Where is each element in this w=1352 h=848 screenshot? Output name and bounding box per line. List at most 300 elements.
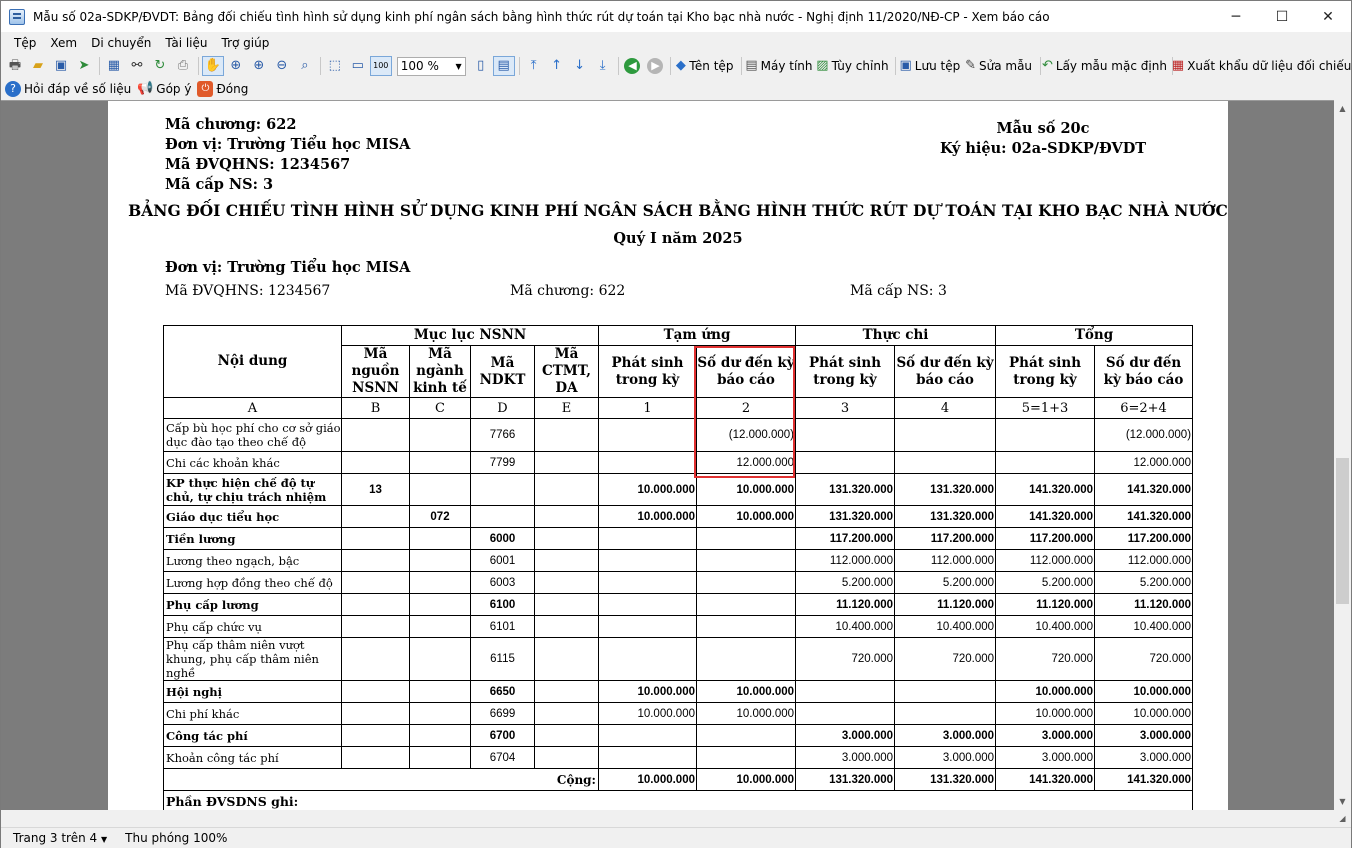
- cell-amount: 131.320.000: [895, 506, 996, 528]
- cell-amount: [599, 572, 697, 594]
- main-toolbar: [1, 54, 1351, 78]
- cell-amount: 10.400.000: [796, 616, 895, 638]
- cell-amount: [895, 452, 996, 474]
- cell-amount: 3.000.000: [996, 725, 1095, 747]
- prev-page-button[interactable]: [546, 56, 568, 76]
- scroll-thumb[interactable]: [1336, 458, 1349, 604]
- fit-width-button[interactable]: [347, 56, 369, 76]
- close-report-button[interactable]: [196, 79, 252, 99]
- table-row: [164, 594, 1193, 616]
- cell-amount: [599, 528, 697, 550]
- feedback-button[interactable]: [136, 79, 195, 99]
- magnifier-icon: ⌕: [301, 58, 309, 73]
- status-bar: [1, 827, 1351, 848]
- cell-amount: 5.200.000: [895, 572, 996, 594]
- cell-amount: 11.120.000: [1095, 594, 1193, 616]
- print-button[interactable]: [4, 56, 26, 76]
- arrow-up-icon: ↑: [551, 58, 563, 73]
- cell-amount: 10.000.000: [697, 506, 796, 528]
- info-ma-dvqhns: Mã ĐVQHNS: 1234567: [165, 283, 331, 299]
- col-ma-ndkt: Mã NDKT: [471, 346, 535, 398]
- cell-noi-dung: Giáo dục tiểu học: [164, 506, 342, 528]
- table-icon: ▦: [107, 58, 121, 73]
- calculator-icon: ▤: [745, 58, 758, 73]
- close-window-button[interactable]: ✕: [1322, 8, 1334, 25]
- cell-amount: [996, 419, 1095, 452]
- col-tam-ung: Tạm ứng: [599, 326, 796, 346]
- cell-amount: [599, 747, 697, 769]
- export-icon: ➤: [78, 58, 90, 73]
- faq-button[interactable]: [4, 79, 135, 99]
- cell-amount: [697, 747, 796, 769]
- cell-amount: 10.000.000: [599, 703, 697, 725]
- col-thuc-chi: Thực chi: [796, 326, 996, 346]
- report-viewport[interactable]: [1, 100, 1334, 810]
- menu-view[interactable]: Xem: [50, 36, 78, 50]
- cell-amount: [599, 725, 697, 747]
- zoom-out-button[interactable]: [271, 56, 293, 76]
- back-icon: ◀: [624, 58, 640, 74]
- total-row: [164, 769, 1193, 791]
- cell-ma-ndkt: 6001: [471, 550, 535, 572]
- col-thuc-chi-so-du: Số dư đến kỳ báo cáo: [895, 346, 996, 398]
- cell-ma-ndkt: 6699: [471, 703, 535, 725]
- zoom-in-button[interactable]: [225, 56, 247, 76]
- cell-amount: [796, 703, 895, 725]
- fit-page-icon: ⬚: [328, 58, 341, 73]
- multi-page-button[interactable]: [493, 56, 515, 76]
- maximize-button[interactable]: ☐: [1275, 8, 1289, 25]
- cell-ma-ctmt: [535, 725, 599, 747]
- table-row: [164, 638, 1193, 681]
- toolbar-separator: [198, 57, 199, 75]
- cell-amount: [697, 725, 796, 747]
- cell-noi-dung: Cấp bù học phí cho cơ sở giáo dục đào tạo theo chế độ: [164, 419, 342, 452]
- cell-amount: 3.000.000: [996, 747, 1095, 769]
- cell-ma-ndkt: 6000: [471, 528, 535, 550]
- cell-amount: 12.000.000: [1095, 452, 1193, 474]
- vertical-scrollbar[interactable]: [1334, 100, 1351, 827]
- cell-ma-nguon: [342, 452, 410, 474]
- cell-ma-nganh: [410, 572, 471, 594]
- info-icon: ◆: [675, 58, 686, 73]
- info-ma-cap: Mã cấp NS: 3: [850, 283, 947, 299]
- window-title: Mẫu số 02a-SDKP/ĐVDT: Bảng đối chiếu tình hình sử dụng kinh phí ngân sách bằng hình thức rút dự toán tại Kho bạc nhà nước - Nghị định 11/2020/NĐ-CP - Xem báo cáo: [33, 9, 1050, 24]
- cell-amount: 10.000.000: [996, 681, 1095, 703]
- cell-amount: 117.200.000: [895, 528, 996, 550]
- col-index: 4: [895, 398, 996, 419]
- total-cell: 10.000.000: [697, 769, 796, 791]
- cell-amount: 10.000.000: [599, 474, 697, 506]
- cell-ma-nganh: 072: [410, 506, 471, 528]
- cell-ma-nganh: [410, 703, 471, 725]
- cell-amount: 112.000.000: [1095, 550, 1193, 572]
- cell-amount: 10.000.000: [599, 506, 697, 528]
- edit-template-button[interactable]: [964, 56, 1035, 76]
- cell-amount: [697, 550, 796, 572]
- report-unit: Đơn vị: Trường Tiểu học MISA: [165, 259, 411, 276]
- fit-width-icon: ▭: [351, 58, 364, 73]
- cell-ma-ndkt: [471, 506, 535, 528]
- zoom-out-icon: ⊖: [276, 58, 288, 73]
- cell-ma-ctmt: [535, 594, 599, 616]
- cell-amount: [796, 452, 895, 474]
- cell-ma-ndkt: 6101: [471, 616, 535, 638]
- report-title: BẢNG ĐỐI CHIẾU TÌNH HÌNH SỬ DỤNG KINH PHÍ NGÂN SÁCH BẰNG HÌNH THỨC RÚT DỰ TOÁN TẠI KHO BẠC NHÀ NƯỚC: [128, 201, 1228, 220]
- export-data-icon: ▦: [1171, 58, 1185, 73]
- cell-ma-ndkt: 6650: [471, 681, 535, 703]
- table-row: [164, 703, 1193, 725]
- cell-ma-ndkt: 6704: [471, 747, 535, 769]
- cell-amount: 3.000.000: [796, 725, 895, 747]
- total-cell: 10.000.000: [599, 769, 697, 791]
- col-index: 2: [697, 398, 796, 419]
- power-icon: ⏻: [197, 81, 213, 97]
- table-row: [164, 474, 1193, 506]
- cell-ma-nguon: [342, 616, 410, 638]
- col-tong-so-du: Số dư đến kỳ báo cáo: [1095, 346, 1193, 398]
- total-cell: 131.320.000: [796, 769, 895, 791]
- cell-amount: [599, 616, 697, 638]
- cell-ma-ctmt: [535, 703, 599, 725]
- toolbar-separator: [741, 57, 742, 75]
- cell-ma-nguon: [342, 725, 410, 747]
- table-row: [164, 506, 1193, 528]
- cell-amount: 112.000.000: [895, 550, 996, 572]
- edit-icon: ✎: [965, 58, 976, 73]
- cell-amount: 117.200.000: [996, 528, 1095, 550]
- col-noi-dung: Nội dung: [164, 326, 342, 398]
- table-body: [164, 419, 1193, 769]
- cell-amount: 10.000.000: [996, 703, 1095, 725]
- cell-amount: 10.000.000: [697, 703, 796, 725]
- cell-noi-dung: Phụ cấp chức vụ: [164, 616, 342, 638]
- zoom-in-2-button[interactable]: [248, 56, 270, 76]
- next-page-button[interactable]: [569, 56, 591, 76]
- minimize-button[interactable]: ─: [1231, 8, 1241, 25]
- cell-noi-dung: Khoản công tác phí: [164, 747, 342, 769]
- cell-ma-ctmt: [535, 528, 599, 550]
- arrow-down-icon: ↓: [574, 58, 586, 73]
- floppy-icon: ▣: [54, 58, 68, 73]
- cell-ma-nganh: [410, 528, 471, 550]
- cell-amount: 10.000.000: [697, 474, 796, 506]
- col-tong-phat-sinh: Phát sinh trong kỳ: [996, 346, 1095, 398]
- hand-icon: ✋: [204, 58, 221, 73]
- default-template-label: Lấy mẫu mặc định: [1055, 59, 1167, 73]
- col-index: 1: [599, 398, 697, 419]
- cell-noi-dung: Hội nghị: [164, 681, 342, 703]
- cell-amount: [796, 681, 895, 703]
- cell-ma-ctmt: [535, 419, 599, 452]
- first-page-button[interactable]: [523, 56, 545, 76]
- cell-amount: [599, 550, 697, 572]
- cell-ma-ctmt: [535, 452, 599, 474]
- toolbar-separator: [670, 57, 671, 75]
- header-ma-chuong: Mã chương: 622: [165, 116, 297, 133]
- header-ma-cap: Mã cấp NS: 3: [165, 176, 274, 193]
- cell-amount: 720.000: [796, 638, 895, 681]
- menu-document[interactable]: Tài liệu: [165, 36, 208, 50]
- cell-amount: [895, 703, 996, 725]
- table-row: [164, 550, 1193, 572]
- undo-icon: ↶: [1041, 58, 1053, 73]
- cell-ma-ndkt: 6700: [471, 725, 535, 747]
- cell-amount: 3.000.000: [895, 747, 996, 769]
- menu-file[interactable]: Tệp: [14, 36, 37, 50]
- cell-amount: 720.000: [1095, 638, 1193, 681]
- forward-icon: ▶: [647, 58, 663, 74]
- toolbar-separator: [99, 57, 100, 75]
- find-button[interactable]: [126, 56, 148, 76]
- cell-amount: 131.320.000: [796, 474, 895, 506]
- col-index: E: [535, 398, 599, 419]
- cell-amount: 3.000.000: [796, 747, 895, 769]
- edit-template-label: Sửa mẫu: [978, 59, 1033, 73]
- close-report-label: Đóng: [216, 82, 249, 96]
- printer-icon: 🖶: [8, 58, 22, 73]
- table-row: [164, 747, 1193, 769]
- cell-ma-ctmt: [535, 506, 599, 528]
- table-row: [164, 528, 1193, 550]
- zoom-area-button[interactable]: [294, 56, 316, 76]
- cell-ma-ctmt: [535, 572, 599, 594]
- cell-noi-dung: Chi phí khác: [164, 703, 342, 725]
- refresh-button[interactable]: [149, 56, 171, 76]
- preview-button[interactable]: [172, 56, 194, 76]
- menu-bar: [1, 32, 1351, 54]
- cell-amount: 11.120.000: [796, 594, 895, 616]
- total-cell: 131.320.000: [895, 769, 996, 791]
- cell-ma-nguon: [342, 594, 410, 616]
- toolbar-separator: [320, 57, 321, 75]
- cell-amount: 10.400.000: [1095, 616, 1193, 638]
- cell-ma-nguon: [342, 572, 410, 594]
- cell-ma-ndkt: 6115: [471, 638, 535, 681]
- cell-ma-ndkt: 7766: [471, 419, 535, 452]
- chevron-down-icon: ▼: [100, 835, 108, 844]
- scroll-up-icon[interactable]: ▲: [1339, 104, 1346, 113]
- cell-amount: 117.200.000: [796, 528, 895, 550]
- customize-icon: ▨: [816, 58, 829, 73]
- file-name-label: Tên tệp: [689, 59, 734, 73]
- cell-amount: [895, 681, 996, 703]
- info-ma-chuong: Mã chương: 622: [510, 283, 626, 299]
- customize-button[interactable]: [817, 56, 892, 76]
- hand-tool-button[interactable]: [202, 56, 224, 76]
- col-index: 3: [796, 398, 895, 419]
- cell-ma-ndkt: 6003: [471, 572, 535, 594]
- cell-amount: 141.320.000: [996, 474, 1095, 506]
- cell-ma-ctmt: [535, 550, 599, 572]
- cell-ma-nguon: [342, 747, 410, 769]
- calculator-button[interactable]: [745, 56, 815, 76]
- total-cell: 141.320.000: [1095, 769, 1193, 791]
- save-file-button[interactable]: [899, 56, 963, 76]
- cell-ma-ndkt: 6100: [471, 594, 535, 616]
- cell-amount: [697, 528, 796, 550]
- total-label: Cộng:: [164, 769, 599, 791]
- cell-ma-ctmt: [535, 638, 599, 681]
- export-data-button[interactable]: [1171, 56, 1352, 76]
- cell-amount: 117.200.000: [1095, 528, 1193, 550]
- col-tong: Tổng: [996, 326, 1193, 346]
- page-indicator[interactable]: [13, 831, 107, 845]
- feedback-label: Góp ý: [156, 82, 192, 96]
- single-page-button[interactable]: [470, 56, 492, 76]
- save-button[interactable]: [50, 56, 72, 76]
- cell-ma-nganh: [410, 747, 471, 769]
- actual-size-button[interactable]: [370, 56, 392, 76]
- cell-ma-nguon: [342, 419, 410, 452]
- cell-amount: 5.200.000: [996, 572, 1095, 594]
- single-page-icon: ▯: [477, 58, 485, 73]
- back-button[interactable]: [621, 56, 643, 76]
- scroll-corner-icon: ◢: [1339, 814, 1346, 823]
- cell-amount: 141.320.000: [1095, 506, 1193, 528]
- toolbar-separator: [618, 57, 619, 75]
- last-page-button[interactable]: [592, 56, 614, 76]
- cell-amount: 5.200.000: [796, 572, 895, 594]
- form-symbol: Ký hiệu: 02a-SDKP/ĐVDT: [939, 140, 1147, 157]
- cell-noi-dung: Công tác phí: [164, 725, 342, 747]
- arrow-first-icon: ⤒: [530, 58, 537, 73]
- save-file-label: Lưu tệp: [914, 59, 961, 73]
- cell-ma-nguon: [342, 550, 410, 572]
- cell-ma-nguon: [342, 506, 410, 528]
- cell-amount: 3.000.000: [1095, 747, 1193, 769]
- megaphone-icon: 📢: [137, 81, 154, 96]
- table-row: [164, 452, 1193, 474]
- cell-amount: [599, 419, 697, 452]
- cell-amount: 5.200.000: [1095, 572, 1193, 594]
- table-row: [164, 616, 1193, 638]
- cell-amount: 131.320.000: [895, 474, 996, 506]
- menu-help[interactable]: Trợ giúp: [221, 36, 270, 50]
- open-button[interactable]: [27, 56, 49, 76]
- menu-navigate[interactable]: Di chuyển: [91, 36, 152, 50]
- cell-amount: 112.000.000: [996, 550, 1095, 572]
- report-period: Quý I năm 2025: [613, 230, 743, 247]
- faq-label: Hỏi đáp về số liệu: [24, 82, 132, 96]
- cell-ma-ctmt: [535, 616, 599, 638]
- cell-amount: [697, 638, 796, 681]
- cell-ma-ctmt: [535, 474, 599, 506]
- cell-ma-nganh: [410, 594, 471, 616]
- cell-noi-dung: KP thực hiện chế độ tự chủ, tự chịu trách nhiệm: [164, 474, 342, 506]
- help-icon: ?: [5, 81, 21, 97]
- title-bar: [1, 1, 1351, 32]
- cell-ma-nganh: [410, 474, 471, 506]
- table-row: [164, 725, 1193, 747]
- export-data-label: Xuất khẩu dữ liệu đối chiếu: [1187, 59, 1352, 73]
- cell-amount: [895, 419, 996, 452]
- fit-page-button[interactable]: [324, 56, 346, 76]
- magnifier-plus-icon: ⊕: [253, 58, 265, 73]
- zoom-select-value: 100 %: [400, 59, 439, 73]
- multi-page-icon: ▤: [497, 58, 510, 73]
- form-number: Mẫu số 20c: [996, 120, 1090, 137]
- scroll-down-icon[interactable]: ▼: [1339, 797, 1346, 806]
- table-row: [164, 572, 1193, 594]
- col-tam-ung-so-du: Số dư đến kỳ báo cáo: [697, 346, 796, 398]
- header-don-vi: Đơn vị: Trường Tiểu học MISA: [165, 136, 411, 153]
- refresh-icon: ↻: [154, 58, 166, 73]
- note-row: [164, 791, 1193, 811]
- cell-amount: [599, 452, 697, 474]
- cell-ma-nganh: [410, 616, 471, 638]
- col-index: B: [342, 398, 410, 419]
- arrow-last-icon: ⤓: [599, 58, 606, 73]
- cell-ma-nguon: [342, 638, 410, 681]
- col-thuc-chi-phat-sinh: Phát sinh trong kỳ: [796, 346, 895, 398]
- cell-amount: [599, 594, 697, 616]
- cell-amount: [996, 452, 1095, 474]
- cell-ma-nguon: [342, 703, 410, 725]
- cell-amount: 11.120.000: [996, 594, 1095, 616]
- export-button[interactable]: [73, 56, 95, 76]
- cell-noi-dung: Lương hợp đồng theo chế độ: [164, 572, 342, 594]
- cell-amount: 720.000: [996, 638, 1095, 681]
- cell-amount: 10.400.000: [895, 616, 996, 638]
- default-template-button[interactable]: [1041, 56, 1169, 76]
- cell-ma-ndkt: 7799: [471, 452, 535, 474]
- cell-amount: [697, 572, 796, 594]
- cell-noi-dung: Phụ cấp lương: [164, 594, 342, 616]
- cell-amount: 131.320.000: [796, 506, 895, 528]
- cell-amount: 3.000.000: [1095, 725, 1193, 747]
- col-ma-ctmt: Mã CTMT, DA: [535, 346, 599, 398]
- cell-ma-nguon: [342, 681, 410, 703]
- customize-label: Tùy chỉnh: [831, 59, 889, 73]
- app-icon: [9, 9, 25, 25]
- forward-button[interactable]: [644, 56, 666, 76]
- folder-icon: ▰: [33, 58, 43, 73]
- table-row: [164, 419, 1193, 452]
- cell-amount: 10.000.000: [1095, 681, 1193, 703]
- zoom-select[interactable]: [397, 57, 466, 76]
- save-icon: ▣: [899, 58, 912, 73]
- header-row-1: [164, 326, 1193, 346]
- cell-amount: 720.000: [895, 638, 996, 681]
- header-right: [928, 119, 1158, 159]
- cell-amount: (12.000.000): [697, 419, 796, 452]
- file-name-button[interactable]: [674, 56, 737, 76]
- table-button[interactable]: [103, 56, 125, 76]
- col-ma-nganh: Mã ngành kinh tế: [410, 346, 471, 398]
- note-label: Phần ĐVSDNS ghi:: [164, 791, 1193, 811]
- cell-ma-nguon: 13: [342, 474, 410, 506]
- cell-amount: 3.000.000: [895, 725, 996, 747]
- zoom-in-icon: ⊕: [230, 58, 242, 73]
- cell-amount: [697, 594, 796, 616]
- cell-ma-nganh: [410, 638, 471, 681]
- binoculars-icon: ⚯: [131, 58, 143, 73]
- cell-amount: 141.320.000: [1095, 474, 1193, 506]
- cell-ma-nganh: [410, 550, 471, 572]
- cell-amount: 12.000.000: [697, 452, 796, 474]
- report-page: [108, 101, 1228, 810]
- chevron-down-icon: ▼: [455, 61, 462, 71]
- column-index-row: [164, 398, 1193, 419]
- cell-ma-nganh: [410, 681, 471, 703]
- toolbar-separator: [1040, 57, 1041, 75]
- cell-amount: 11.120.000: [895, 594, 996, 616]
- cell-ma-nganh: [410, 452, 471, 474]
- total-cell: 141.320.000: [996, 769, 1095, 791]
- secondary-toolbar: [1, 77, 1351, 101]
- cell-noi-dung: Phụ cấp thâm niên vượt khung, phụ cấp thâm niên nghề: [164, 638, 342, 681]
